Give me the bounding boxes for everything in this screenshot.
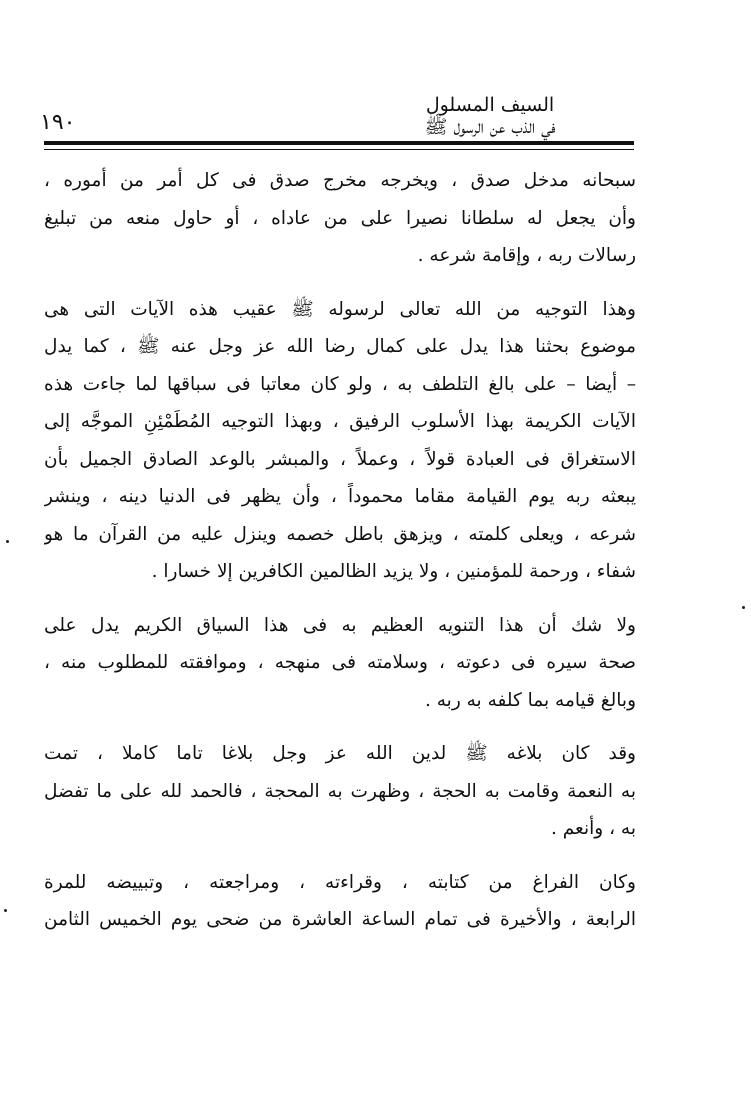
- text-line: وقد كان بلاغه ﷺ لدين الله عز وجل بلاغا تاما كاملا ، تمت: [44, 743, 636, 764]
- scan-speck: [6, 540, 9, 543]
- text-line: شرعه ، ويعلى كلمته ، ويزهق باطل خصمه وينزل عليه من القرآن ما هو: [44, 523, 636, 545]
- body-text: [44, 162, 636, 955]
- text-line: موضوع بحثنا هذا يدل على كمال رضا الله عز وجل عنه ﷺ ، كما يدل: [44, 336, 636, 357]
- book-title-line-2: في الذب عن الرسول ﷺ: [424, 116, 556, 138]
- text-line: – أيضا – على بالغ التلطف به ، ولو كان معاتبا فى سباقها لما جاءت هذه: [44, 373, 636, 395]
- paragraph-1: [44, 162, 636, 275]
- text-line: به ، وأنعم .: [550, 818, 636, 839]
- text-line: صحة سيره فى دعوته ، وسلامته فى منهجه ، وموافقته للمطلوب منه ،: [44, 652, 636, 673]
- running-header: [40, 94, 640, 142]
- paragraph-5: [44, 864, 636, 939]
- text-line: الرابعة ، والأخيرة فى تمام الساعة العاشرة من ضحى يوم الخميس الثامن: [44, 909, 636, 930]
- scan-speck: [4, 909, 7, 912]
- scan-speck: [742, 606, 745, 609]
- text-line: شفاء ، ورحمة للمؤمنين ، ولا يزيد الظالمين الكافرين إلا خسارا .: [151, 561, 636, 582]
- text-line: ولا شك أن هذا التنويه العظيم به فى هذا السياق الكريم يدل على: [44, 614, 636, 636]
- book-title: [340, 94, 640, 138]
- paragraph-2: [44, 291, 636, 591]
- text-line: وهذا التوجيه من الله تعالى لرسوله ﷺ عقيب هذه الآيات التى هى: [44, 298, 636, 320]
- text-line: يبعثه ربه يوم القيامة مقاما محموداً ، وأن يظهر فى الدنيا دينه ، وينشر: [44, 486, 636, 507]
- text-line: وبالغ قيامه بما كلفه به ربه .: [424, 689, 636, 711]
- text-line: سبحانه مدخل صدق ، ويخرجه مخرج صدق فى كل أمر من أموره ،: [44, 170, 636, 191]
- header-rule-thick: [44, 141, 634, 145]
- text-line: وكان الفراغ من كتابته ، وقراءته ، ومراجعته ، وتبييضه للمرة: [44, 871, 636, 893]
- text-line: به النعمة وقامت به الحجة ، وظهرت به المحجة ، فالحمد لله على ما تفضل: [44, 780, 636, 802]
- paragraph-4: [44, 735, 636, 848]
- text-line: وأن يجعل له سلطانا نصيرا على من عاداه ، أو حاول منعه من تبليغ: [44, 207, 636, 229]
- page-number: ١٩٠: [40, 110, 76, 135]
- text-line: الاستغراق فى العبادة قولاً ، وعملاً ، والمبشر بالوعد الصادق الجميل بأن: [44, 448, 636, 470]
- text-line: رسالات ربه ، وإقامة شرعه .: [417, 245, 636, 266]
- book-title-line-1: السيف المسلول: [425, 94, 555, 116]
- paragraph-3: [44, 607, 636, 720]
- header-rule-thin: [44, 149, 634, 150]
- text-line: الآيات الكريمة بهذا الأسلوب الرفيق ، وبهذا التوجيه المُطَمْئِنِ الموجَّه إلى: [44, 411, 636, 432]
